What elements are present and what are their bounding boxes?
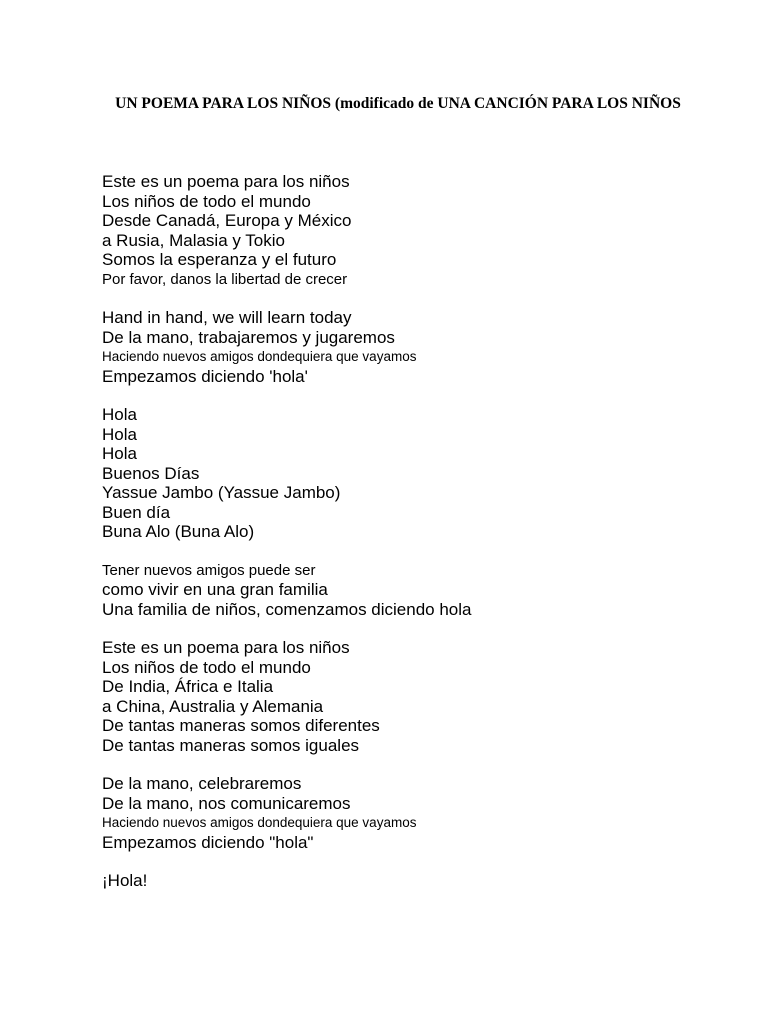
poem-line: Buenos Días — [102, 463, 200, 483]
poem-line: Los niños de todo el mundo — [102, 191, 311, 211]
poem-stanza — [102, 405, 742, 542]
poem-line: De la mano, trabajaremos y jugaremos — [102, 327, 395, 347]
poem-line: Empezamos diciendo "hola" — [102, 832, 314, 852]
poem-line: Yassue Jambo (Yassue Jambo) — [102, 483, 341, 502]
poem-line: De la mano, nos comunicaremos — [102, 793, 351, 813]
poem-line: De tantas maneras somos iguales — [102, 735, 360, 755]
poem-line: Este es un poema para los niños — [102, 172, 350, 191]
poem-line: ¡Hola! — [102, 871, 148, 890]
poem-line: a Rusia, Malasia y Tokio — [102, 230, 285, 250]
poem-stanza — [102, 172, 742, 289]
document-title: UN POEMA PARA LOS NIÑOS (modificado de UNA CANCIÓN PARA LOS NIÑOS — [115, 95, 681, 112]
poem-line: De India, África e Italia — [102, 677, 274, 696]
poem-line: Hola — [102, 405, 137, 424]
poem-stanza — [102, 561, 742, 620]
poem-stanza — [102, 871, 742, 891]
poem-line: Desde Canadá, Europa y México — [102, 211, 352, 230]
poem-stanza — [102, 638, 742, 755]
poem-line: como vivir en una gran familia — [102, 580, 328, 599]
poem-stanza — [102, 308, 742, 386]
poem-line: Buna Alo (Buna Alo) — [102, 522, 255, 541]
poem-line: Los niños de todo el mundo — [102, 657, 311, 677]
poem-line: Buen día — [102, 502, 171, 522]
poem-line: Haciendo nuevos amigos dondequiera que vayamos — [102, 349, 417, 364]
poem-line: Hand in hand, we will learn today — [102, 308, 352, 327]
poem-line: Una familia de niños, comenzamos diciendo hola — [102, 599, 472, 619]
poem-line: Hola — [102, 424, 137, 444]
poem-line: Tener nuevos amigos puede ser — [102, 561, 316, 579]
poem-line: a China, Australia y Alemania — [102, 696, 324, 716]
poem-line: Haciendo nuevos amigos dondequiera que vayamos — [102, 815, 417, 830]
poem-line: Somos la esperanza y el futuro — [102, 250, 337, 269]
poem-line: Por favor, danos la libertad de crecer — [102, 270, 348, 288]
poem-stanza — [102, 774, 742, 852]
poem-line: De la mano, celebraremos — [102, 774, 302, 793]
poem-line: De tantas maneras somos diferentes — [102, 716, 380, 735]
poem-line: Empezamos diciendo 'hola' — [102, 366, 308, 386]
poem-line: Hola — [102, 444, 137, 463]
poem-body — [102, 172, 742, 910]
poem-line: Este es un poema para los niños — [102, 638, 350, 657]
